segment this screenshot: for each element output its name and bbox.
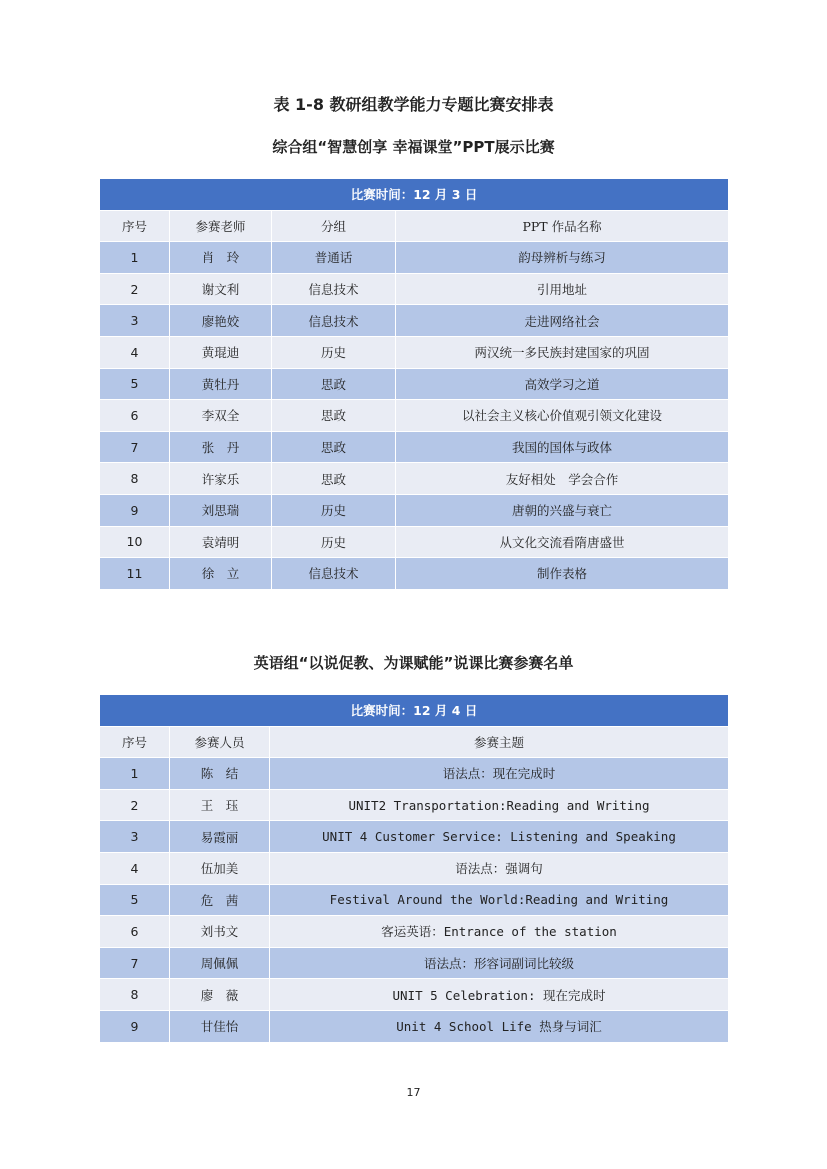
table-row: [100, 1010, 729, 1042]
table-row: [100, 273, 729, 305]
row-number: 10: [100, 526, 170, 558]
participant-name: 陈 结: [170, 758, 270, 790]
work-title: 以社会主义核心价值观引领文化建设: [396, 400, 729, 432]
competition-date: 比赛时间：12 月 3 日: [100, 179, 729, 211]
work-title: 引用地址: [396, 273, 729, 305]
row-number: 8: [100, 463, 170, 495]
column-header-row: [100, 726, 729, 758]
row-number: 3: [100, 821, 170, 853]
column-header: 序号: [100, 210, 170, 242]
group-name: 历史: [272, 336, 396, 368]
english-lesson-table: [99, 694, 729, 1043]
row-number: 8: [100, 979, 170, 1011]
participant-name: 危 茜: [170, 884, 270, 916]
group-name: 信息技术: [272, 305, 396, 337]
table-row: [100, 979, 729, 1011]
column-header: 参赛人员: [170, 726, 270, 758]
column-header: 参赛主题: [270, 726, 729, 758]
lesson-topic: Festival Around the World:Reading and Writing: [270, 884, 729, 916]
row-number: 6: [100, 916, 170, 948]
teacher-name: 张 丹: [170, 431, 272, 463]
participant-name: 伍加美: [170, 852, 270, 884]
work-title: 高效学习之道: [396, 368, 729, 400]
group-name: 思政: [272, 463, 396, 495]
group-name: 思政: [272, 368, 396, 400]
lesson-topic: Unit 4 School Life 热身与词汇: [270, 1010, 729, 1042]
row-number: 11: [100, 558, 170, 590]
column-header: 分组: [272, 210, 396, 242]
lesson-topic: UNIT2 Transportation:Reading and Writing: [270, 789, 729, 821]
page-number: 17: [406, 1086, 421, 1099]
table-header-row: [100, 179, 729, 211]
work-title: 从文化交流看隋唐盛世: [396, 526, 729, 558]
row-number: 5: [100, 884, 170, 916]
group-name: 普通话: [272, 242, 396, 274]
table-row: [100, 494, 729, 526]
group-name: 思政: [272, 400, 396, 432]
column-header-row: [100, 210, 729, 242]
table-row: [100, 463, 729, 495]
teacher-name: 黄琨迪: [170, 336, 272, 368]
teacher-name: 袁靖明: [170, 526, 272, 558]
table-row: [100, 852, 729, 884]
table-row: [100, 916, 729, 948]
teacher-name: 刘思瑞: [170, 494, 272, 526]
group-name: 信息技术: [272, 558, 396, 590]
teacher-name: 廖艳姣: [170, 305, 272, 337]
participant-name: 周佩佩: [170, 947, 270, 979]
table-row: [100, 884, 729, 916]
row-number: 9: [100, 494, 170, 526]
page-title: 表 1-8 教研组教学能力专题比赛安排表: [273, 95, 554, 114]
competition-date: 比赛时间：12 月 4 日: [100, 695, 729, 727]
row-number: 1: [100, 758, 170, 790]
table-row: [100, 400, 729, 432]
table-row: [100, 242, 729, 274]
teacher-name: 黄牡丹: [170, 368, 272, 400]
column-header: PPT 作品名称: [396, 210, 729, 242]
row-number: 1: [100, 242, 170, 274]
work-title: 两汉统一多民族封建国家的巩固: [396, 336, 729, 368]
lesson-topic: UNIT 4 Customer Service: Listening and Speaking: [270, 821, 729, 853]
group-name: 信息技术: [272, 273, 396, 305]
column-header: 序号: [100, 726, 170, 758]
work-title: 唐朝的兴盛与衰亡: [396, 494, 729, 526]
table-row: [100, 368, 729, 400]
row-number: 3: [100, 305, 170, 337]
teacher-name: 徐 立: [170, 558, 272, 590]
table-row: [100, 558, 729, 590]
participant-name: 廖 薇: [170, 979, 270, 1011]
teacher-name: 许家乐: [170, 463, 272, 495]
participant-name: 王 珏: [170, 789, 270, 821]
row-number: 2: [100, 273, 170, 305]
row-number: 9: [100, 1010, 170, 1042]
table-row: [100, 821, 729, 853]
lesson-topic: 客运英语：Entrance of the station: [270, 916, 729, 948]
work-title: 友好相处 学会合作: [396, 463, 729, 495]
participant-name: 刘书文: [170, 916, 270, 948]
column-header: 参赛老师: [170, 210, 272, 242]
row-number: 5: [100, 368, 170, 400]
table-row: [100, 758, 729, 790]
row-number: 4: [100, 852, 170, 884]
group-name: 思政: [272, 431, 396, 463]
row-number: 6: [100, 400, 170, 432]
table-row: [100, 526, 729, 558]
row-number: 7: [100, 947, 170, 979]
ppt-competition-table: [99, 178, 729, 590]
table-row: [100, 789, 729, 821]
table-row: [100, 305, 729, 337]
lesson-topic: 语法点：现在完成时: [270, 758, 729, 790]
table1-subtitle: 综合组“智慧创享 幸福课堂”PPT展示比赛: [272, 138, 555, 156]
work-title: 制作表格: [396, 558, 729, 590]
table2-subtitle: 英语组“以说促教、为课赋能”说课比赛参赛名单: [253, 654, 574, 672]
participant-name: 易霞丽: [170, 821, 270, 853]
table-row: [100, 336, 729, 368]
table-header-row: [100, 695, 729, 727]
teacher-name: 肖 玲: [170, 242, 272, 274]
teacher-name: 李双全: [170, 400, 272, 432]
lesson-topic: 语法点：形容词副词比较级: [270, 947, 729, 979]
row-number: 4: [100, 336, 170, 368]
table-row: [100, 431, 729, 463]
row-number: 2: [100, 789, 170, 821]
lesson-topic: 语法点：强调句: [270, 852, 729, 884]
lesson-topic: UNIT 5 Celebration: 现在完成时: [270, 979, 729, 1011]
group-name: 历史: [272, 494, 396, 526]
work-title: 我国的国体与政体: [396, 431, 729, 463]
table-row: [100, 947, 729, 979]
row-number: 7: [100, 431, 170, 463]
work-title: 韵母辨析与练习: [396, 242, 729, 274]
teacher-name: 谢文利: [170, 273, 272, 305]
participant-name: 甘佳怡: [170, 1010, 270, 1042]
work-title: 走进网络社会: [396, 305, 729, 337]
group-name: 历史: [272, 526, 396, 558]
